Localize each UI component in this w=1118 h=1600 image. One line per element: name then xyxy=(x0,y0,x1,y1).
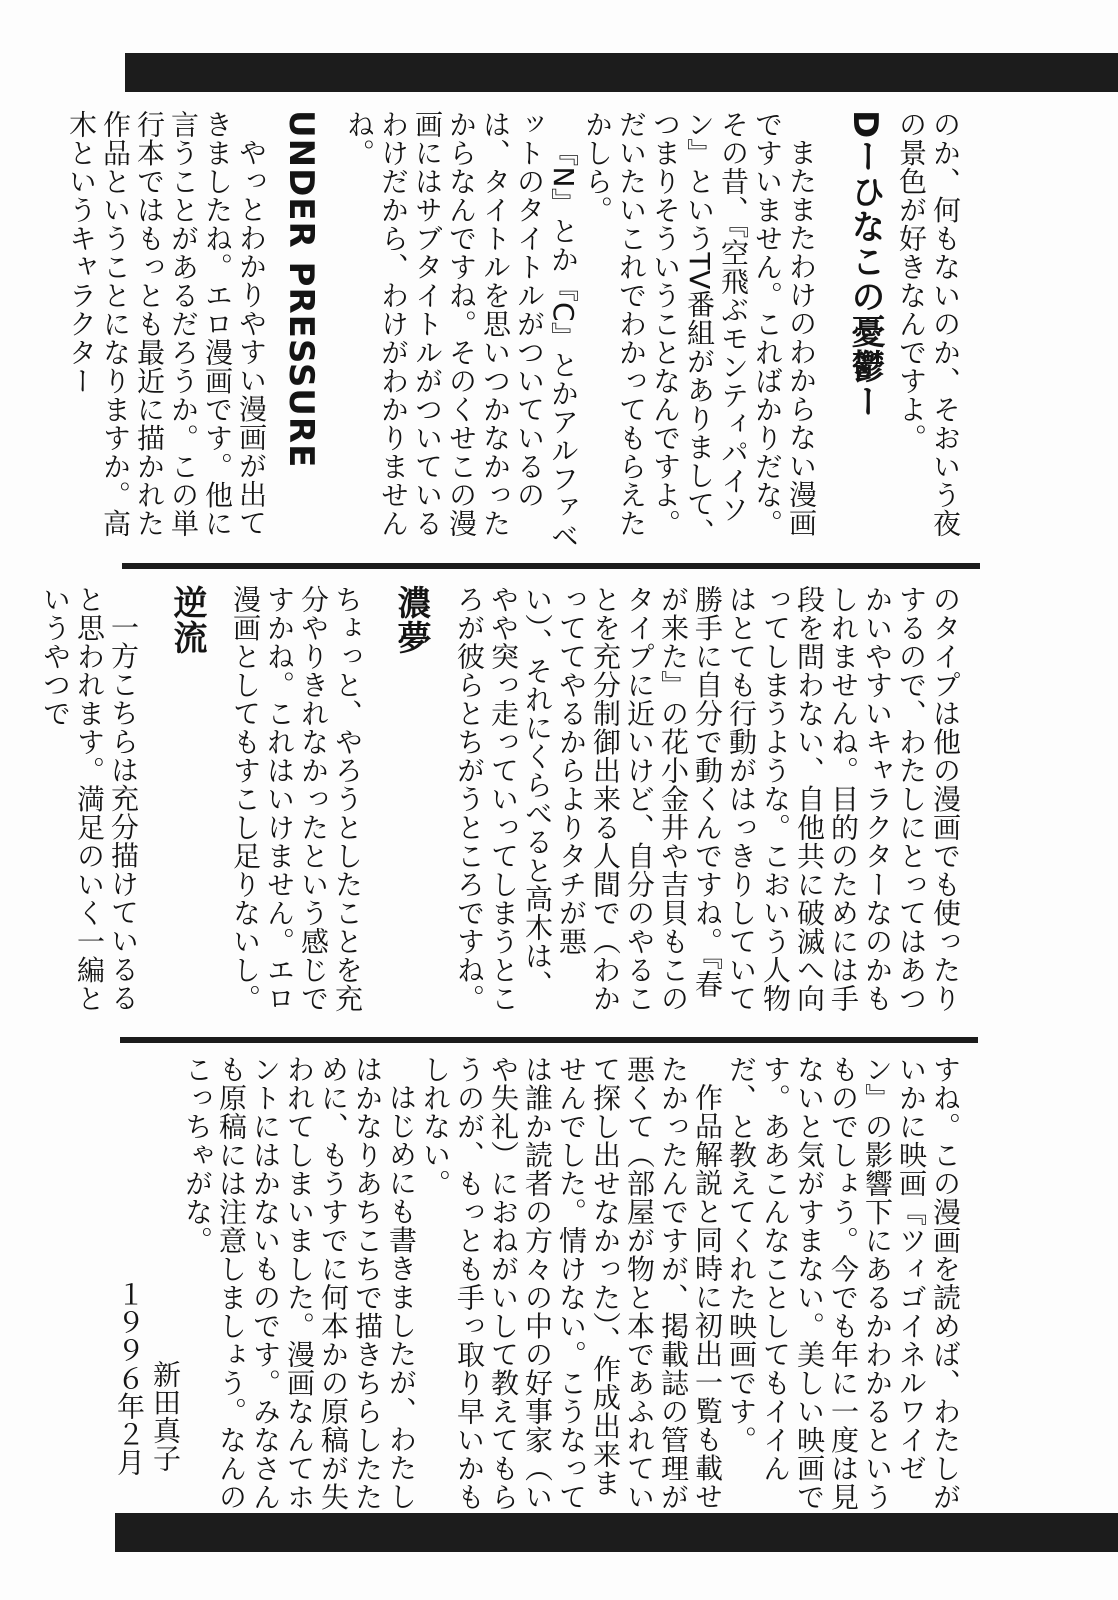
paragraph: ちょっと、やろうとしたことを充分やりきれなかったという感じですかね。これはいけません。エロ漫画としてもすこし足りないし。 xyxy=(229,585,364,1013)
paragraph: 一方こちらは充分描けているると思われます。満足のいく一編というやつで xyxy=(39,585,140,1013)
author-signature: 新田真子 xyxy=(149,1360,182,1472)
paragraph: のか、何もないのか、そおいう夜の景色が好きなんですよ。 xyxy=(895,110,962,538)
divider-rule xyxy=(120,1037,978,1043)
text-block-middle xyxy=(38,585,962,1025)
bottom-black-bar xyxy=(115,1513,1118,1552)
divider-rule xyxy=(122,563,980,569)
paragraph: はじめにも書きましたが、わたしはかなりあちこちで描きちらしたために、もうすでに何本かの原稿が失われてしまいました。漫画なんてホントにはかないものです。みなさんも原稿には注意しましょう。なんのこっちゃがな。 xyxy=(181,1055,418,1511)
paragraph: 作品解説と同時に初出一覧も載せたかったんですが、掲載誌の管理が悪くて（部屋が物と本であふれていて探し出せなかった）、作成出来ませんでした。情けない。こうなっては誰か読者の方々の中の好事家（いや失礼）におねがいして教えてもらうのが、もっとも手っ取り早いかもしれない。 xyxy=(419,1055,724,1511)
paragraph: やっとわかりやすい漫画が出てきましたね。エロ漫画です。他に言うことがあるだろうか。この単行本ではもっとも最近に描かれた作品ということになりますか。高木というキャラクター xyxy=(65,110,268,538)
top-black-bar xyxy=(125,53,1118,92)
paragraph: 『N』とか『C』とかアルファベットのタイトルがついているのは、タイトルを思いつかなかったからなんですね。そのくせこの漫画にはサブタイトルがついているわけだから、わけがわかりませんね。 xyxy=(343,110,580,550)
section-heading-under-pressure: UNDER PRESSURE xyxy=(281,110,321,469)
text-block-top xyxy=(64,110,962,560)
paragraph: すね。この漫画を読めば、わたしがいかに映画『ツィゴイネルワイゼン』の影響下にあるかわかるというものでしょう。今でも年に一度は見ないと気がすまない。美しい映画です。ああこんなことしてもイイんだ、と教えてくれた映画です。 xyxy=(725,1055,962,1511)
signature-date: １９９６年２月 xyxy=(113,1280,146,1476)
section-heading-noumu: 濃夢 xyxy=(391,585,431,655)
paragraph: のタイプは他の漫画でも使ったりするので、わたしにとってはあつかいやすいキャラクターなのかもしれませんね。目的のためには手段を問わない、自他共に破滅へ向ってしまうような。こおいう人物はとても行動がはっきりしていて勝手に自分で動くんですね。『春が来た』の花小金井や吉貝もこのタイプに近いけど、自分のやることを充分制御出来る人間で（わかっててやるからよりタチが悪い）、それにくらべると高木は、やや突っ走っていってしまうところが彼らとちがうところですね。 xyxy=(453,585,962,1013)
section-heading-gyakuryu: 逆流 xyxy=(167,585,207,655)
text-block-bottom xyxy=(180,1055,962,1515)
paragraph: またまたわけのわからない漫画ですいません。こればかりだな。その昔、『空飛ぶモンティパイソン』というTV番組がありまして、つまりそういうことなんですよ。だいたいこれでわかってもらえたかしら。 xyxy=(581,110,818,547)
section-heading-hinako: Dーひなこの憂鬱ー xyxy=(845,110,885,420)
